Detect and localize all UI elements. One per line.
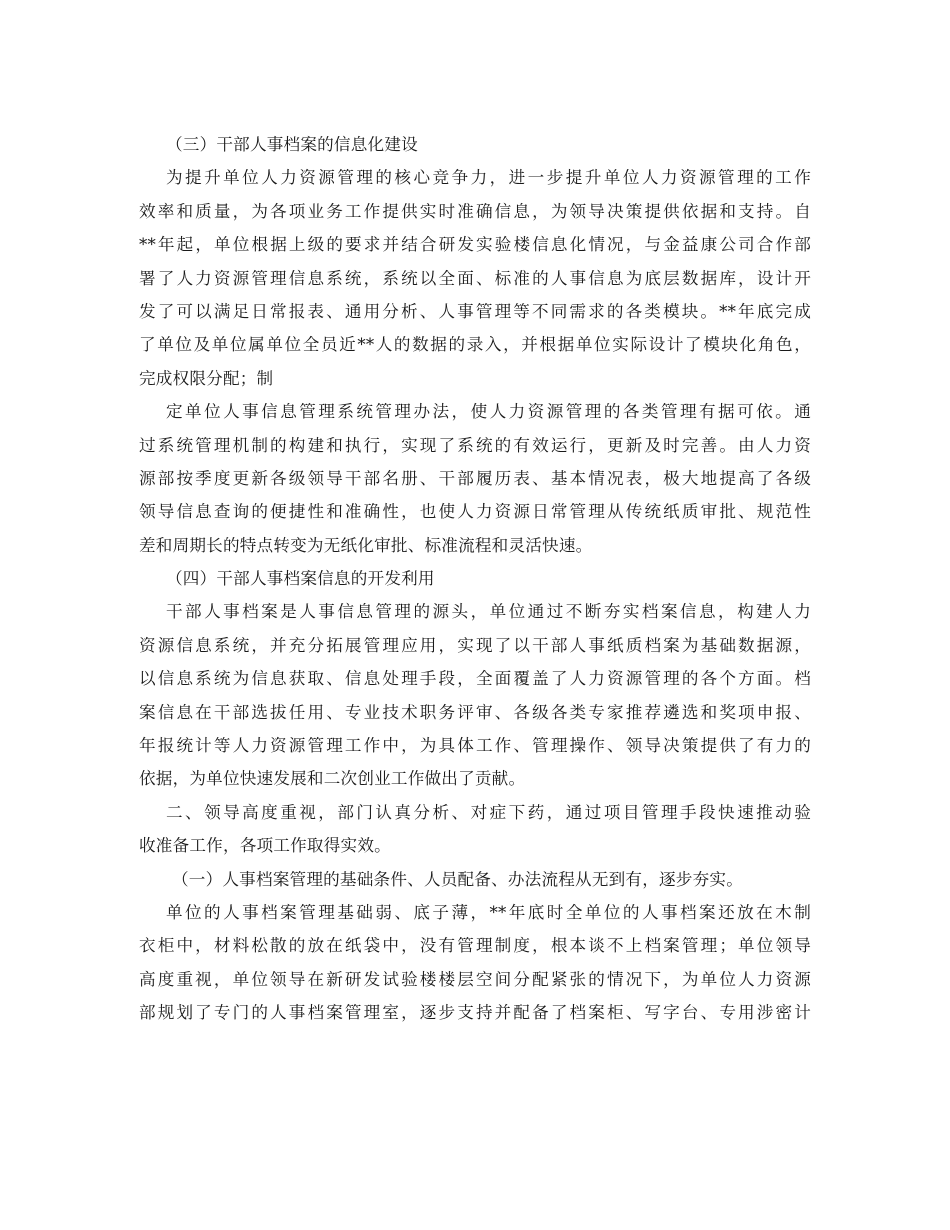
subsection-heading-1: （一）人事档案管理的基础条件、人员配备、办法流程从无到有，逐步夯实。: [172, 869, 743, 889]
paragraph-line: 资源信息系统，并充分拓展管理应用，实现了以干部人事纸质档案为基础数据源，: [139, 635, 811, 655]
paragraph-line: 部规划了专门的人事档案管理室，逐步支持并配备了档案柜、写字台、专用涉密计: [139, 1003, 811, 1023]
paragraph-line: 衣柜中，材料松散的放在纸袋中，没有管理制度，根本谈不上档案管理；单位领导: [139, 936, 811, 956]
paragraph-line: 干部人事档案是人事信息管理的源头，单位通过不断夯实档案信息，构建人力: [166, 602, 811, 622]
document-body: [139, 128, 811, 1030]
paragraph-line: 署了人力资源管理信息系统，系统以全面、标准的人事信息为底层数据库，设计开: [139, 268, 811, 288]
section-heading-2-continued: 收准备工作，各项工作取得实效。: [139, 836, 391, 856]
section-heading-3: （三）干部人事档案的信息化建设: [166, 135, 418, 154]
paragraph-line: 差和周期长的特点转变为无纸化审批、标准流程和灵活快速。: [139, 535, 593, 555]
paragraph-line: 了单位及单位属单位全员近**人的数据的录入，并根据单位实际设计了模块化角色，: [139, 335, 811, 355]
paragraph-line: 源部按季度更新各级领导干部名册、干部履历表、基本情况表，极大地提高了各级: [139, 468, 811, 488]
paragraph-line: 以信息系统为信息获取、信息处理手段，全面覆盖了人力资源管理的各个方面。档: [139, 669, 811, 689]
paragraph-line: 年报统计等人力资源管理工作中，为具体工作、管理操作、领导决策提供了有力的: [139, 736, 811, 756]
paragraph-line: 单位的人事档案管理基础弱、底子薄，**年底时全单位的人事档案还放在木制: [166, 902, 811, 922]
paragraph-line: 定单位人事信息管理系统管理办法，使人力资源管理的各类管理有据可依。通: [166, 402, 811, 422]
paragraph-line: 为提升单位人力资源管理的核心竞争力，进一步提升单位人力资源管理的工作: [166, 168, 811, 188]
paragraph-line: 依据，为单位快速发展和二次创业工作做出了贡献。: [139, 769, 526, 789]
paragraph-line: 案信息在干部选拔任用、专业技术职务评审、各级各类专家推荐遴选和奖项申报、: [139, 702, 811, 722]
paragraph-line: 发了可以满足日常报表、通用分析、人事管理等不同需求的各类模块。**年底完成: [139, 301, 811, 321]
paragraph-line: 效率和质量，为各项业务工作提供实时准确信息，为领导决策提供依据和支持。自: [139, 201, 811, 221]
paragraph-line: 高度重视，单位领导在新研发试验楼楼层空间分配紧张的情况下，为单位人力资源: [139, 969, 811, 989]
paragraph-line: 领导信息查询的便捷性和准确性，也使人力资源日常管理从传统纸质审批、规范性: [139, 502, 811, 522]
paragraph-line: **年起，单位根据上级的要求并结合研发实验楼信息化情况，与金益康公司合作部: [139, 235, 811, 255]
section-heading-4: （四）干部人事档案信息的开发利用: [166, 569, 435, 589]
paragraph-line: 完成权限分配；制: [139, 368, 274, 388]
section-heading-2: 二、领导高度重视，部门认真分析、对症下药，通过项目管理手段快速推动验: [166, 802, 811, 822]
paragraph-line: 过系统管理机制的构建和执行，实现了系统的有效运行，更新及时完善。由人力资: [139, 435, 811, 455]
